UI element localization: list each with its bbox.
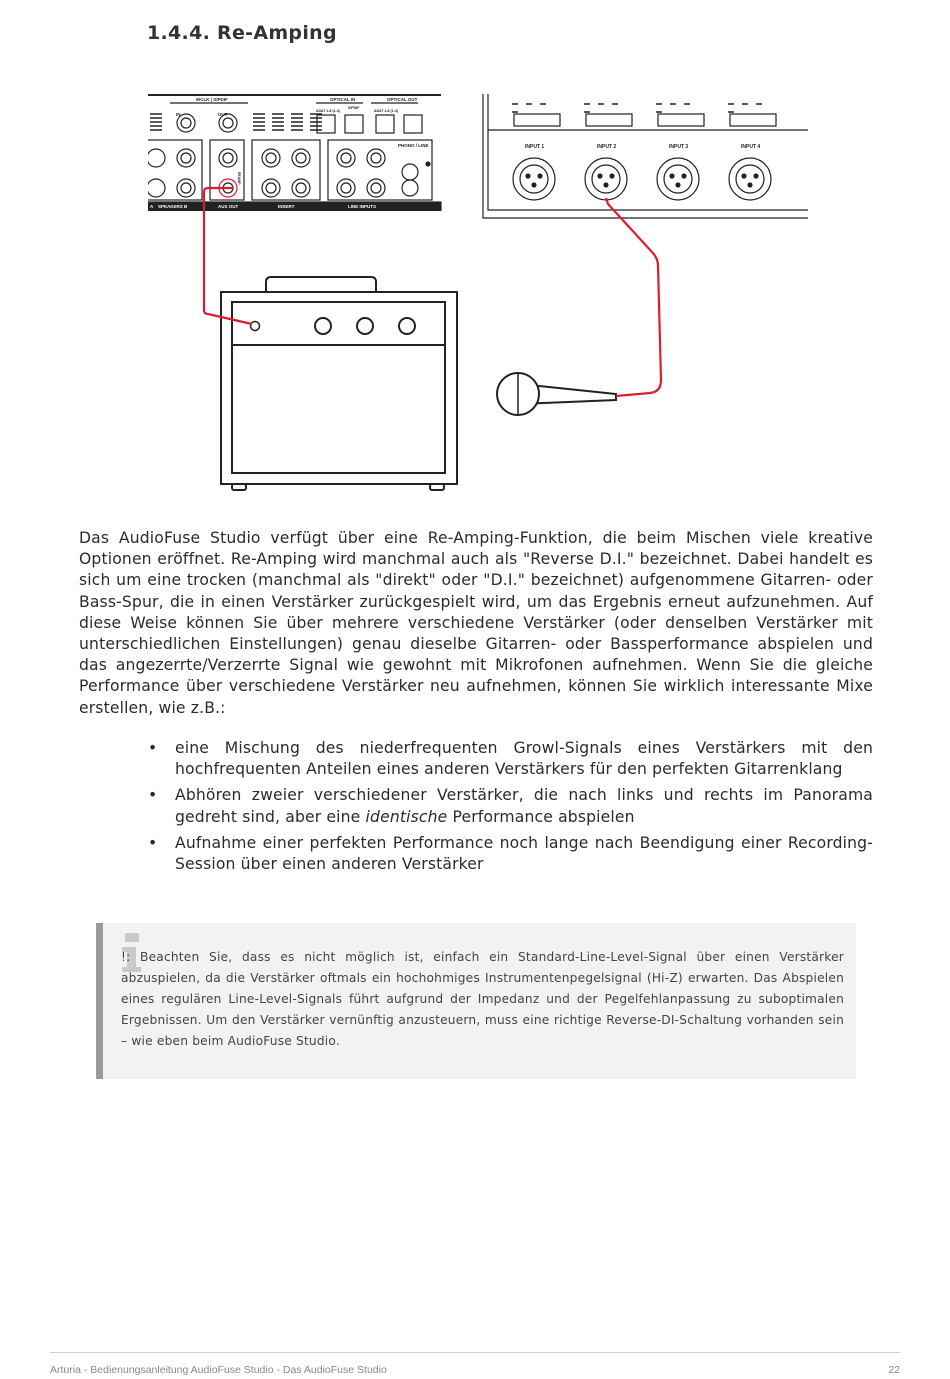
bullet-emphasis: identische [365,807,448,826]
label-wclk: WCLK | S/PDIF [196,97,228,102]
label-adat-out: ADAT 1-8 (1-4) [374,109,398,113]
list-item [148,833,873,875]
label-optical-out: OPTICAL OUT [387,97,418,102]
list-item [148,738,873,780]
footer-title: Arturia - Bedienungsanleitung AudioFuse Studio - Das AudioFuse Studio [50,1364,387,1376]
label-input-3: INPUT 3 [669,144,689,150]
label-speakers: SPEAKERS [158,204,183,209]
label-input-4: INPUT 4 [741,144,761,150]
label-input-1: INPUT 1 [525,144,545,150]
microphone [497,373,616,415]
bullet-text: Aufnahme einer perfekten Performance noch lange nach Beendigung einer Recording-Session über einen anderen Verstärker [175,833,873,874]
list-item [148,785,873,827]
bullet-marker: • [148,833,158,852]
bullet-marker: • [148,786,158,805]
label-speakers-b: B [184,204,188,209]
info-note [96,923,856,1079]
label-speakers-a: A [150,204,154,209]
audiofuse-front-panel [483,94,808,218]
label-optical-in: OPTICAL IN [330,97,356,102]
label-input-2: INPUT 2 [597,144,617,150]
label-phono-line: PHONO / LINE [398,143,429,148]
label-reamp: REAMP [237,172,241,185]
label-adat-in: ADAT 1-8 (1-4) [316,109,340,113]
feature-list [148,738,873,880]
label-aux-out: AUX OUT [218,204,239,209]
label-out: OUT [218,112,228,117]
reamping-diagram [148,92,808,492]
footer-divider [50,1352,900,1353]
label-spdif: S/PDIF [348,106,360,110]
label-line-inputs: LINE INPUTS [348,204,377,209]
bullet-marker: • [148,739,158,757]
page-number: 22 [888,1364,900,1376]
intro-paragraph: Das AudioFuse Studio verfügt über eine Re-Amping-Funktion, die beim Mischen viele kreative Optionen eröffnet. Re-Amping wird manchmal auch als "Reverse D.I." bezeichnet. Dabei handelt es sich um eine trocken (manchmal als "direkt" oder "D.I." bezeichnet) aufgenommene Gitarren- oder Bass-Spur, die in einen Verstärker zurückgespielt wird, um das Ergebnis erneut aufzunehmen. Auf diese Weise können Sie über mehrere verschiedene Verstärker (oder denselben Verstärker mit unterschiedlichen Einstellungen) genau dieselbe Gitarren- oder Bassperformance abspielen und das angezerrte/Verzerrte Signal wie gewohnt mit Mikrofonen aufnehmen. Wenn Sie die gleiche Performance über verschiedene Verstärker neu aufnehmen, können Sie wirklich interessante Mixe erstellen, wie z.B.: [79,529,873,717]
bullet-text-end: Performance abspielen [447,807,635,826]
bullet-text: Abhören zweier verschiedener Verstärker, die nach links und rechts im Panorama gedreht sind, aber eine [175,786,873,826]
label-insert: INSERT [278,204,295,209]
amplifier [221,277,457,490]
bullet-text: eine Mischung des niederfrequenten Growl-Signals eines Verstärkers mit den hochfrequenten Anteilen eines anderen Verstärkers für den perfekten Gitarrenklang [175,739,873,779]
label-in: IN [176,112,181,117]
section-heading: 1.4.4. Re-Amping [147,22,337,44]
note-text: !: Beachten Sie, dass es nicht möglich ist, einfach ein Standard-Line-Level-Signal über einen Verstärker abzuspielen, da die Verstärker oftmals ein hochohmiges Instrumentenpegelsignal (Hi-Z) erwarten. Das Abspielen eines regulären Line-Level-Signals führt aufgrund der Impedanz und der Pegelfehlanpassung zu suboptimalen Ergebnissen. Um den Verstärker vernünftig anzusteuern, muss eine richtige Reverse-DI-Schaltung vorhanden sein – wie eben beim AudioFuse Studio. [121,950,844,1048]
